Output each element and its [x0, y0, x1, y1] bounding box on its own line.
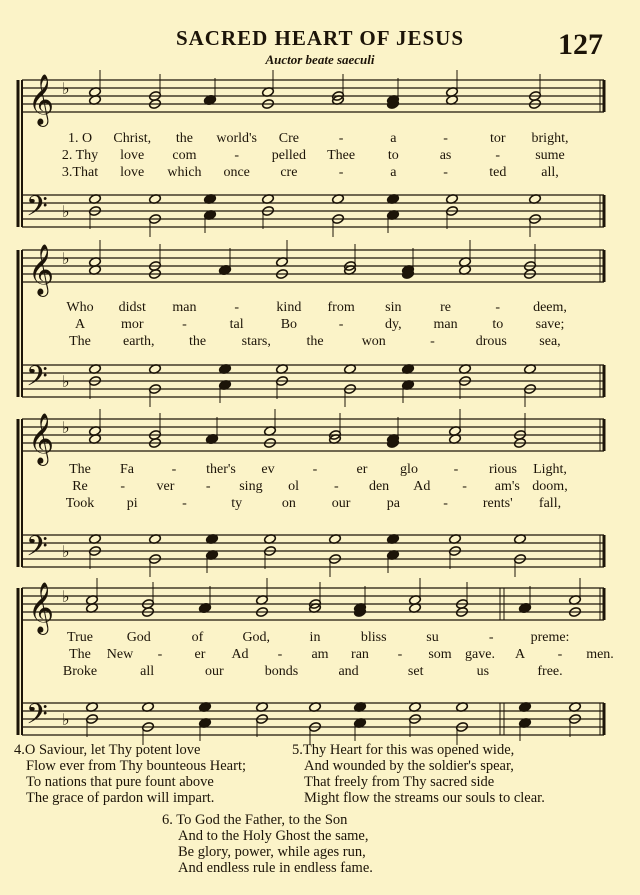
lyric-syllable: -: [234, 300, 239, 315]
lyric-syllable: set: [407, 664, 424, 679]
lyric-syllable: ran: [351, 647, 369, 662]
lyric-syllable: the: [175, 131, 193, 146]
lyric-syllable: from: [327, 300, 355, 315]
lyric-syllable: our: [331, 496, 351, 511]
lyric-syllable: our: [204, 664, 224, 679]
lyric-syllable: the: [306, 334, 324, 349]
lyric-syllable: men.: [586, 647, 614, 662]
lyric-syllable: kind: [276, 300, 302, 315]
lyric-syllable: New: [106, 647, 134, 662]
lyric-syllable: bliss: [360, 630, 387, 645]
lyric-syllable: earth,: [123, 334, 155, 349]
lyric-syllable: Bo: [280, 317, 298, 332]
lyric-syllable: ol: [288, 479, 300, 494]
lyric-syllable: Light,: [533, 462, 567, 477]
lyric-syllable: -: [430, 334, 435, 349]
lyric-syllable: us: [476, 664, 490, 679]
lyric-syllable: save;: [535, 317, 565, 332]
bass-clef: 𝄢: [26, 698, 48, 738]
verse-5-line: Might flow the streams our souls to clear.: [304, 790, 545, 806]
lyric-syllable: glo: [400, 462, 418, 477]
bass-clef: 𝄢: [26, 360, 48, 400]
lyric-syllable: er: [356, 462, 368, 477]
treble-clef: 𝄞: [28, 582, 55, 633]
lyric-syllable: and: [338, 664, 359, 679]
lyric-syllable: once: [223, 165, 250, 180]
lyric-syllable: am: [311, 647, 329, 662]
lyric-syllable: er: [194, 647, 206, 662]
lyric-syllable: -: [277, 647, 283, 662]
lyric-syllable: to: [387, 148, 399, 163]
lyric-syllable: -: [338, 131, 344, 146]
verse-6: [162, 812, 373, 876]
lyric-syllable: Christ,: [113, 131, 152, 146]
key-flat: ♭: [62, 710, 70, 729]
treble-clef: 𝄞: [28, 413, 55, 464]
page-number: 127: [558, 28, 603, 61]
lyric-syllable: all: [140, 664, 155, 679]
lyric-syllable: 3.That: [61, 165, 99, 180]
key-flat: ♭: [62, 79, 70, 98]
lyric-syllable: gave.: [465, 647, 495, 662]
lyric-syllable: Re: [72, 479, 88, 494]
lyric-syllable: -: [182, 317, 187, 332]
lyric-syllable: sume: [535, 148, 565, 163]
lyric-syllable: 1. O: [67, 131, 93, 146]
lyric-syllable: love: [120, 148, 145, 163]
lyric-syllable: pelled: [271, 148, 306, 163]
lyric-syllable: -: [182, 496, 187, 511]
lyric-syllable: doom,: [532, 479, 568, 494]
lyric-syllable: -: [462, 479, 467, 494]
lyric-syllable: free.: [537, 664, 563, 679]
lyric-syllable: of: [191, 630, 204, 645]
verse-5: [292, 742, 545, 806]
lyric-syllable: -: [312, 462, 318, 477]
lyric-syllable: which: [167, 165, 202, 180]
lyric-syllable: sin: [385, 300, 402, 315]
key-flat: ♭: [62, 249, 70, 268]
lyric-syllable: ty: [231, 496, 243, 511]
lyric-syllable: -: [443, 165, 448, 180]
lyric-syllable: world's: [216, 131, 257, 146]
lyric-syllable: the: [188, 334, 207, 349]
verse-6-line: 6. To God the Father, to the Son: [162, 812, 348, 828]
lyric-syllable: Ad: [413, 479, 431, 494]
lyric-syllable: Thee: [327, 148, 356, 163]
key-flat: ♭: [62, 202, 70, 221]
treble-clef: 𝄞: [28, 244, 55, 295]
lyric-syllable: -: [234, 148, 239, 163]
verse-6-line: Be glory, power, while ages run,: [178, 844, 366, 860]
hymn-title: SACRED HEART OF JESUS: [175, 26, 465, 50]
hymn-subtitle: Auctor beate saeculi: [265, 52, 375, 67]
lyric-syllable: a: [390, 131, 397, 146]
lyric-syllable: -: [120, 479, 126, 494]
lyric-syllable: dy,: [385, 317, 402, 332]
lyric-syllable: den: [368, 479, 390, 494]
key-flat: ♭: [62, 372, 70, 391]
lyric-syllable: The: [69, 647, 91, 662]
lyric-syllable: pi: [126, 496, 138, 511]
lyric-syllable: A: [74, 317, 86, 332]
lyric-syllable: The: [69, 334, 91, 349]
lyric-syllable: re: [440, 300, 451, 315]
lyric-syllable: sing: [239, 479, 263, 494]
verse-4-line: Flow ever from Thy bounteous Heart;: [26, 758, 247, 774]
lyric-syllable: God,: [242, 630, 271, 645]
lyric-syllable: su: [426, 630, 439, 645]
lyric-syllable: -: [338, 317, 344, 332]
verse-4-line: 4.O Saviour, let Thy potent love: [14, 742, 201, 758]
lyric-syllable: all,: [541, 165, 559, 180]
lyric-syllable: rents': [482, 496, 513, 511]
lyric-syllable: pa: [386, 496, 400, 511]
lyric-syllable: cre: [280, 165, 298, 180]
lyric-syllable: True: [67, 630, 93, 645]
lyric-syllable: love: [120, 165, 145, 180]
lyric-syllable: rious: [489, 462, 517, 477]
lyric-syllable: -: [495, 148, 501, 163]
lyric-syllable: tor: [489, 131, 506, 146]
lyric-syllable: to: [492, 317, 504, 332]
lyric-syllable: bonds: [264, 664, 299, 679]
lyric-syllable: deem,: [533, 300, 567, 315]
lyric-syllable: -: [443, 131, 448, 146]
verse-5-line: And wounded by the soldier's spear,: [304, 758, 514, 774]
verse-5-line: That freely from Thy sacred side: [304, 774, 495, 790]
lyric-syllable: Who: [66, 300, 94, 315]
lyric-syllable: in: [309, 630, 321, 645]
lyric-syllable: fall,: [538, 496, 562, 511]
lyric-syllable: God: [126, 630, 151, 645]
key-flat: ♭: [62, 542, 70, 561]
lyric-syllable: The: [69, 462, 91, 477]
lyric-syllable: as: [439, 148, 452, 163]
lyric-syllable: bright,: [531, 131, 569, 146]
lyric-syllable: -: [171, 462, 177, 477]
lyric-syllable: -: [488, 630, 494, 645]
lyric-syllable: Fa: [120, 462, 134, 477]
lyric-syllable: preme:: [530, 630, 570, 645]
lyric-syllable: a: [390, 165, 397, 180]
lyric-syllable: am's: [494, 479, 520, 494]
verse-6-line: And to the Holy Ghost the same,: [178, 828, 369, 844]
lyric-syllable: -: [453, 462, 459, 477]
lyric-syllable: 2. Thy: [61, 148, 99, 163]
lyric-syllable: Broke: [62, 664, 98, 679]
treble-clef: 𝄞: [28, 74, 55, 125]
key-flat: ♭: [62, 587, 70, 606]
lyric-syllable: tal: [229, 317, 244, 332]
lyric-syllable: som: [428, 647, 452, 662]
lyric-syllable: -: [397, 647, 403, 662]
lyric-syllable: -: [495, 300, 501, 315]
lyric-syllable: won: [361, 334, 386, 349]
verse-5-line: 5.Thy Heart for this was opened wide,: [292, 742, 515, 758]
lyric-syllable: ev: [261, 462, 275, 477]
key-flat: ♭: [62, 418, 70, 437]
lyric-syllable: com: [172, 148, 197, 163]
lyric-syllable: -: [338, 165, 344, 180]
lyric-syllable: ted: [489, 165, 507, 180]
lyric-syllable: -: [334, 479, 339, 494]
lyric-syllable: -: [557, 647, 563, 662]
lyric-syllable: -: [205, 479, 211, 494]
lyric-syllable: sea,: [539, 334, 561, 349]
bass-clef: 𝄢: [26, 190, 48, 230]
lyric-syllable: on: [281, 496, 296, 511]
lyric-syllable: drous: [475, 334, 507, 349]
lyric-syllable: mor: [120, 317, 144, 332]
lyric-syllable: Ad: [231, 647, 249, 662]
lyric-syllable: stars,: [241, 334, 271, 349]
verse-4-line: The grace of pardon will impart.: [26, 790, 215, 806]
verse-4-line: To nations that pure fount above: [26, 774, 214, 790]
lyric-syllable: ver: [156, 479, 175, 494]
bass-clef: 𝄢: [26, 530, 48, 570]
lyric-syllable: ther's: [206, 462, 236, 477]
lyric-syllable: Cre: [278, 131, 299, 146]
lyric-syllable: man: [433, 317, 458, 332]
lyric-syllable: -: [443, 496, 448, 511]
lyric-syllable: didst: [118, 300, 146, 315]
verse-4: [14, 742, 246, 806]
lyric-syllable: Took: [65, 496, 95, 511]
lyric-syllable: man: [172, 300, 197, 315]
lyric-syllable: A: [514, 647, 526, 662]
lyric-syllable: -: [157, 647, 163, 662]
verse-6-line: And endless rule in endless fame.: [178, 860, 373, 876]
